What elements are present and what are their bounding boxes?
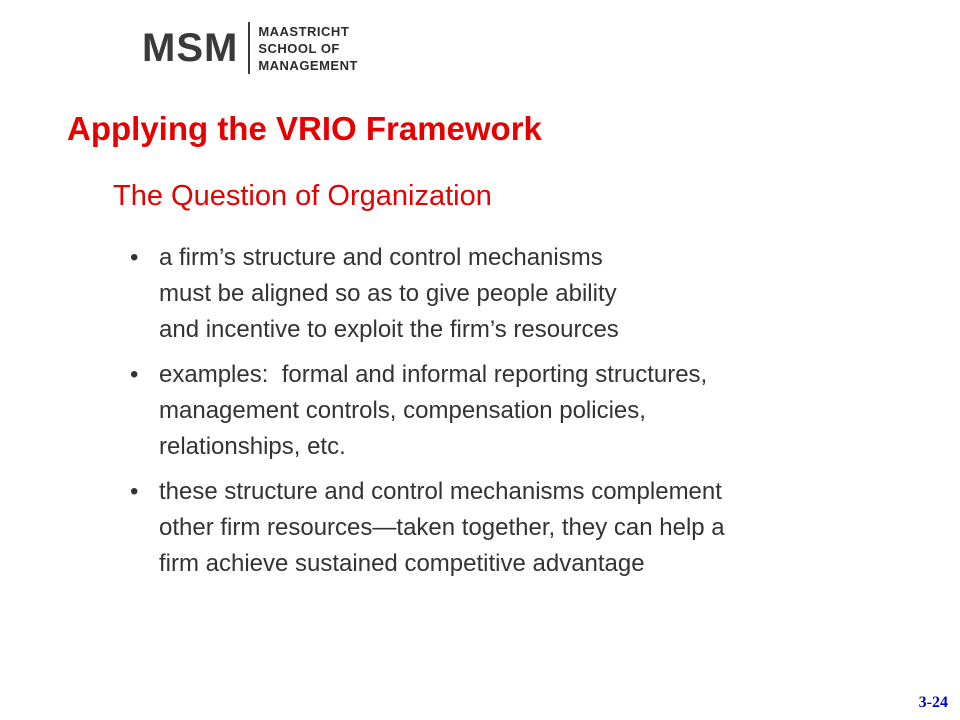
logo-line: MAASTRICHT	[258, 23, 350, 39]
bullet-marker: •	[130, 244, 139, 271]
bullet-line: must be aligned so as to give people ability	[159, 280, 617, 307]
logo-line: MANAGEMENT	[258, 57, 358, 73]
bullet-line: these structure and control mechanisms complement	[159, 478, 722, 505]
logo-mark: MSM	[142, 26, 239, 70]
slide-subtitle: The Question of Organization	[113, 180, 492, 212]
bullet-line: and incentive to exploit the firm’s resources	[159, 316, 619, 343]
slide-number: 3-24	[918, 694, 948, 711]
bullet-item	[130, 240, 930, 348]
msm-logo	[142, 18, 358, 78]
logo-line: SCHOOL OF	[258, 40, 340, 56]
logo-text	[258, 23, 358, 74]
bullet-line: other firm resources—taken together, they can help a	[159, 514, 725, 541]
bullet-line: relationships, etc.	[159, 433, 346, 460]
bullet-line: examples: formal and informal reporting structures,	[159, 361, 708, 388]
bullet-marker: •	[130, 361, 139, 388]
logo-divider	[248, 22, 250, 74]
slide-title: Applying the VRIO Framework	[67, 110, 542, 147]
bullet-marker: •	[130, 478, 139, 505]
bullet-list	[130, 240, 930, 582]
bullet-line: management controls, compensation policies,	[159, 397, 646, 424]
bullet-item	[130, 357, 930, 465]
bullet-line: firm achieve sustained competitive advantage	[159, 550, 645, 577]
bullet-item	[130, 474, 930, 582]
bullet-line: a firm’s structure and control mechanisms	[159, 244, 603, 271]
